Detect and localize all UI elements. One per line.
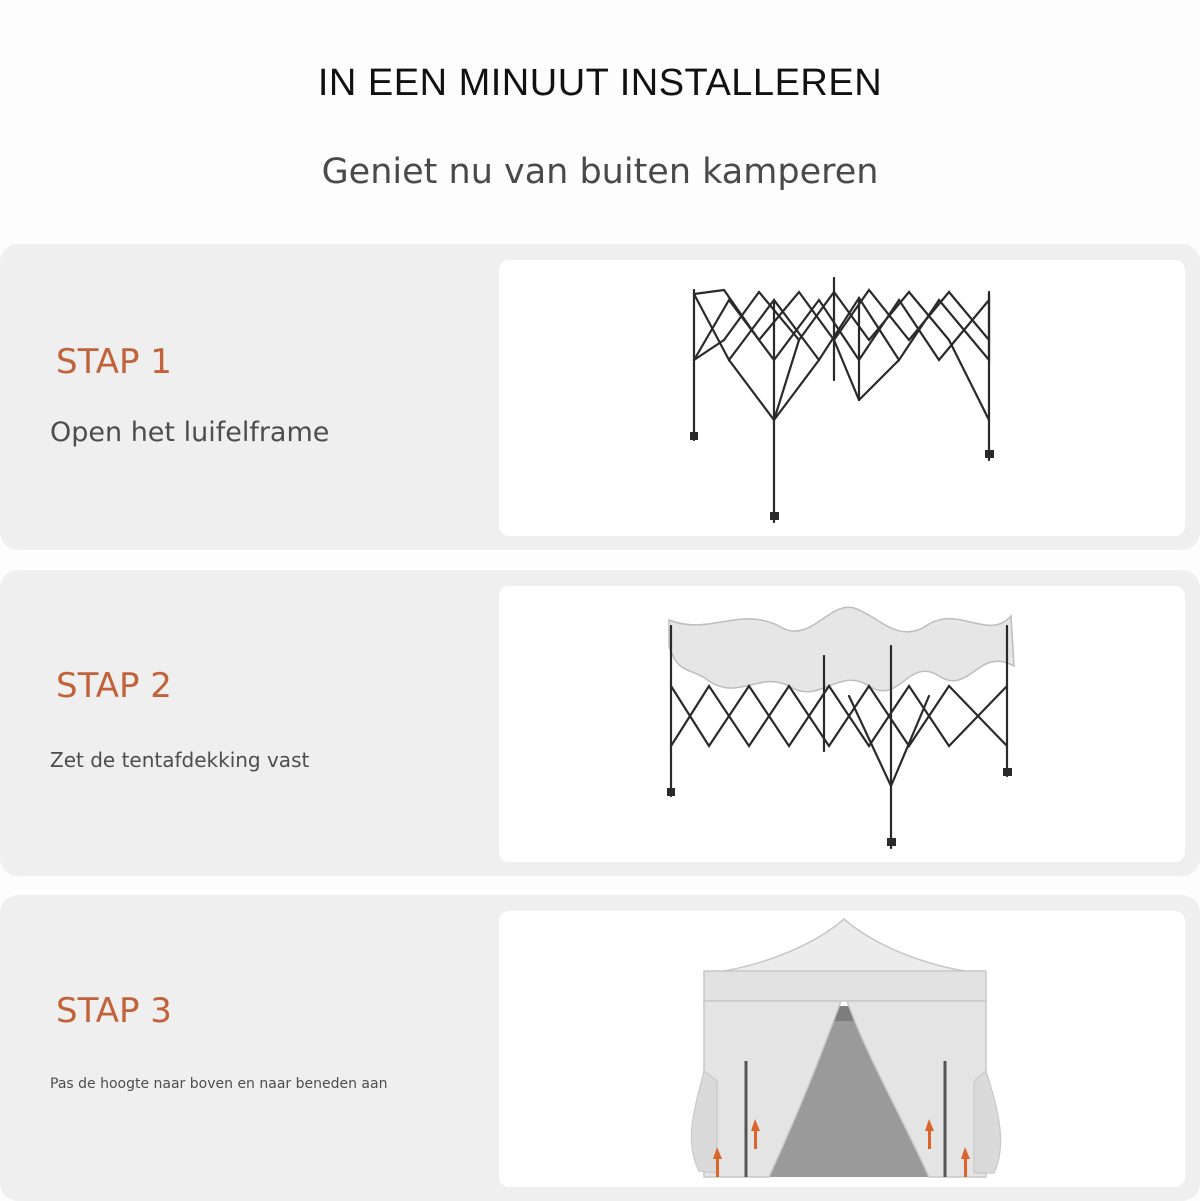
page-title: IN EEN MINUUT INSTALLEREN — [317, 62, 883, 104]
canopy-tent-illustration — [499, 911, 1185, 1187]
step-card-3 — [0, 895, 1200, 1201]
step-1-image — [499, 260, 1185, 536]
step-3-image — [499, 911, 1185, 1187]
step-2-label: STAP 2 — [56, 666, 172, 706]
page-subtitle: Geniet nu van buiten kamperen — [321, 152, 879, 192]
step-3-description: Pas de hoogte naar boven en naar beneden aan — [50, 1076, 388, 1092]
step-2-image — [499, 586, 1185, 862]
step-card-2 — [0, 570, 1200, 876]
canopy-cover-illustration — [499, 586, 1185, 862]
step-3-label: STAP 3 — [56, 991, 172, 1031]
step-1-description: Open het luifelframe — [50, 417, 330, 448]
step-card-1 — [0, 244, 1200, 550]
step-2-description: Zet de tentafdekking vast — [50, 748, 310, 772]
step-1-label: STAP 1 — [56, 342, 172, 382]
canopy-frame-illustration — [499, 260, 1185, 536]
